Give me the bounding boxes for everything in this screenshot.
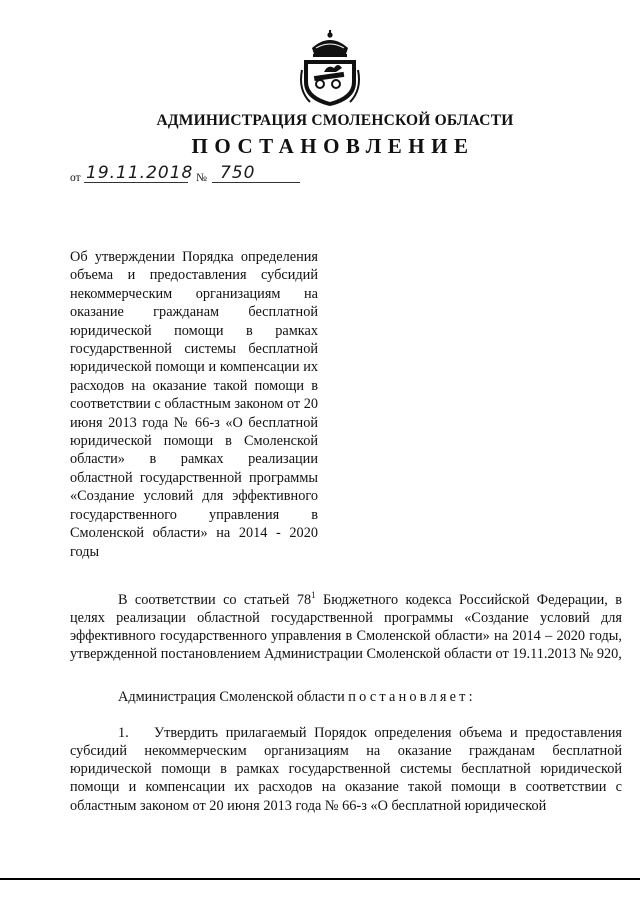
organization-title: АДМИНИСТРАЦИЯ СМОЛЕНСКОЙ ОБЛАСТИ — [156, 112, 514, 129]
date-value: 19.11.2018 — [86, 163, 194, 183]
document-type-title: ПОСТАНОВЛЕНИЕ — [191, 134, 475, 158]
paragraph-resolves — [70, 688, 622, 706]
paragraph-item-1 — [70, 724, 622, 815]
item-1-text: Утвердить прилагаемый Порядок определения объема и предоставления субсидий некоммерческим организациям на оказание гражданам бесплатной юридической помощи в рамках государственной системы бесплатной юридической помощи и компенсации их расходов на оказание такой помощи в соответствии с областным законом от 20 июня 2013 года № 66-з «О бесплатной юридической — [70, 724, 622, 814]
item-number: 1. — [118, 724, 129, 741]
number-prefix: № — [196, 172, 207, 184]
number-value: 750 — [220, 163, 256, 183]
page-bottom-rule — [0, 878, 640, 880]
smolensk-coat-of-arms-icon — [296, 30, 364, 108]
legal-basis-text-start: В соответствии со статьей 78 — [118, 591, 312, 608]
date-prefix: от — [70, 172, 81, 184]
legal-basis-text-end: Бюджетного кодекса Российской Федерации, в целях реализации областной государственной программы «Создание условий для эффективного государственного управления в Смоленской области» на 2014 – 2020 годы, утвержденной постановлением Администрации Смоленской области от 19.11.2013 № 920, — [70, 591, 623, 663]
date-number-line — [70, 164, 330, 186]
article-superscript: 1 — [311, 590, 316, 600]
paragraph-legal-basis — [70, 586, 622, 664]
document-subject: Об утверждении Порядка определения объема и предоставления субсидий некоммерческим организациям на оказание гражданам бесплатной юридической помощи в рамках государственной системы бесплатной юридической помощи и компенсации их расходов на оказание такой помощи в соответствии с областным законом от 20 июня 2013 года № 66-з «О бесплатной юридической помощи в Смоленской области» в рамках реализации областной государственной программы «Создание условий для эффективного государственного управления в Смоленской области» на 2014 - 2020 годы — [70, 249, 318, 560]
resolves-word: постановляет: — [348, 688, 476, 705]
resolves-lead: Администрация Смоленской области — [118, 688, 349, 705]
document-body — [70, 586, 622, 815]
